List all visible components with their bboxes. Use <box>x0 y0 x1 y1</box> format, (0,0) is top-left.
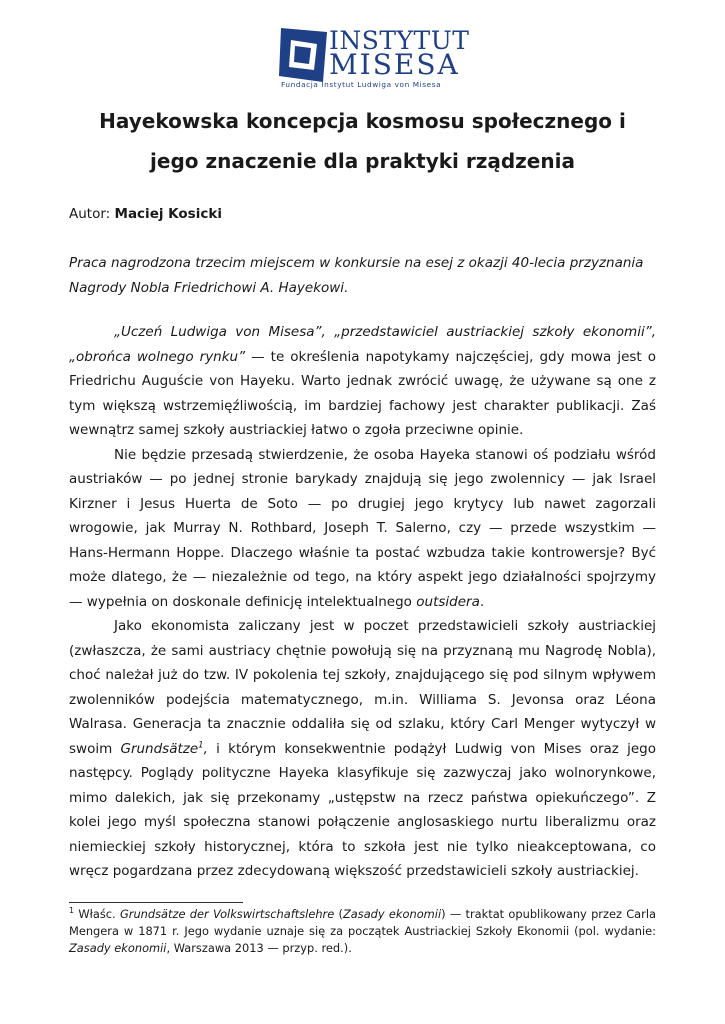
logo-word-misesa: MISESA <box>329 48 460 81</box>
paragraph-3-italic: Grundsätze <box>120 740 199 757</box>
author-label: Autor: <box>69 206 111 222</box>
title-line-2: jego znaczenie dla praktyki rządzenia <box>150 149 575 173</box>
author-line <box>69 204 222 224</box>
paragraph-1-quotes: „Uczeń Ludwiga von Misesa”, „przedstawiciel austriackiej szkoły ekonomii”, „obrońca wolnego rynku” <box>69 324 656 365</box>
page-title <box>40 101 685 181</box>
footnote-title-pl: Zasady ekonomii <box>342 907 442 921</box>
paragraph-2 <box>69 443 656 615</box>
paragraph-1 <box>69 320 656 443</box>
paragraph-3-part1: Jako ekonomista zaliczany jest w poczet przedstawicieli szkoły austriackiej (zwłaszcza, że sami austriacy chętnie powołują się na przyznaną mu Nagrodę Nobla), choć należał już do tzw. IV pokolenia tej szkoły, znajdującego się pod silnym wpływem zwolenników podejścia matematycznego, m.in. Williama S. Jevonsa oraz Léona Walrasa. Generacja ta znacznie oddaliła się od szlaku, który Carl Menger wytyczył w swoim <box>69 618 656 757</box>
author-name: Maciej Kosicki <box>114 206 222 222</box>
paragraph-3-comma: , <box>203 740 208 757</box>
footnote-lead: Właśc. <box>74 907 120 921</box>
footnote-mark: 1 <box>69 906 75 916</box>
logo-emblem-icon <box>277 26 333 84</box>
paragraph-3-part2: i którym konsekwentnie podążył Ludwig von Mises oraz jego następcy. Poglądy polityczne Hayeka klasyfikuje się zazwyczaj jako wolnorynkowe, mimo dalekich, jak się przekonamy „ustępstw na rzecz państwa opiekuńczego”. Z kolei jego myśl społeczna stanowi połączenie anglosaskiego nurtu liberalizmu oraz niemieckiej szkoły historycznej, która to szkoła jest nie tylko nieakceptowana, co wręcz pogardzana przez zdecydowaną większość przedstawicieli szkoły austriackiej. <box>69 740 656 879</box>
paragraph-2-text: Nie będzie przesadą stwierdzenie, że osoba Hayeka stanowi oś podziału wśród austriaków — po jednej stronie barykady znajdują się jego zwolennicy — jak Israel Kirzner i Jesus Huerta de Soto — po drugiej jego krytycy lub nawet zagorzali wrogowie, jak Murray N. Rothbard, Joseph T. Salerno, czy — przede wszystkim — Hans-Hermann Hoppe. Dlaczego właśnie ta postać wzbudza takie kontrowersje? Być może dlatego, że — niezależnie od tego, na który aspekt jego działalności spojrzymy — wypełnia on doskonale definicję intelektualnego <box>69 446 656 610</box>
footnote-title-pl-2: Zasady ekonomii <box>69 941 167 955</box>
logo-subtitle: Fundacja Instytut Ludwiga von Misesa <box>281 80 442 89</box>
award-note: Praca nagrodzona trzecim miejscem w konkursie na esej z okazji 40-lecia przyznania Nagrody Nobla Friedrichowi A. Hayekowi. <box>69 255 644 296</box>
article-body <box>69 320 656 884</box>
footnote-middle: ) — traktat opublikowany przez Carla Mengera w 1871 r. Jego wydanie uznaje się za początek Austriackiej Szkoły Ekonomii (pol. wydanie: <box>69 907 656 938</box>
footnote-reference[interactable]: 1 <box>198 740 204 750</box>
footnote-title-de: Grundsätze der Volkswirtschaftslehre <box>119 907 335 921</box>
footnote-1 <box>69 906 656 957</box>
paragraph-1-text: — te określenia napotykamy najczęściej, gdy mowa jest o Friedrichu Auguście von Hayeku. Warto jednak zwrócić uwagę, że używane są one z tym większą wstrzemięźliwością, im bardziej fachowy jest charakter publikacji. Zaś wewnątrz samej szkoły austriackiej łatwo o zgoła przeciwne opinie. <box>69 348 656 438</box>
paragraph-2-italic: outsidera <box>416 593 480 610</box>
title-line-1: Hayekowska koncepcja kosmosu społecznego i <box>99 109 626 133</box>
footnote-end: , Warszawa 2013 — przyp. red.). <box>166 941 352 955</box>
paragraph-2-end: . <box>479 593 485 610</box>
footnote-open-paren: ( <box>334 907 343 921</box>
footnote-divider <box>69 902 243 903</box>
paragraph-3 <box>69 614 656 884</box>
logo-word-instytut: INSTYTUT <box>329 26 470 55</box>
instytut-misesa-logo <box>277 24 470 90</box>
